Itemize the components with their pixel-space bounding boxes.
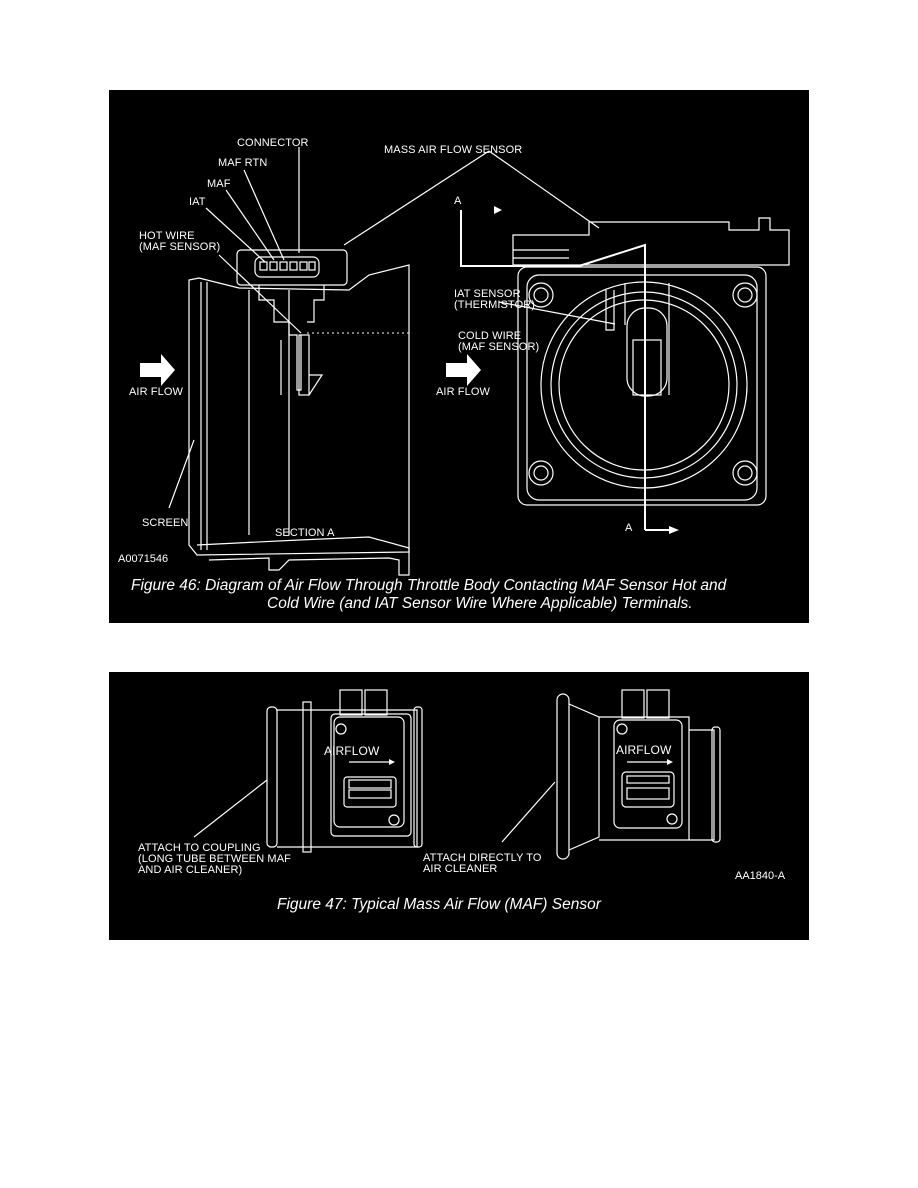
label-attach-coupling-sub1: (LONG TUBE BETWEEN MAF (138, 853, 291, 865)
label-cold-wire-sub: (MAF SENSOR) (458, 341, 540, 353)
label-iat-sensor-sub: (THERMISTOR) (454, 299, 536, 311)
figure-code: AA1840-A (735, 870, 786, 882)
label-iat-sensor: IAT SENSOR (454, 288, 521, 300)
figure-47-typical-maf-sensor (109, 672, 809, 940)
maf-section-drawing (109, 90, 809, 623)
label-maf-rtn: MAF RTN (218, 157, 268, 169)
label-attach-coupling: ATTACH TO COUPLING (138, 842, 261, 854)
label-mass-air-flow-sensor: MASS AIR FLOW SENSOR (384, 144, 523, 156)
label-attach-direct-sub: AIR CLEANER (423, 863, 498, 875)
label-section-marker-bottom: A (625, 522, 633, 534)
label-cold-wire: COLD WIRE (458, 330, 522, 342)
figure-caption-line1: Figure 46: Diagram of Air Flow Through Throttle Body Contacting MAF Sensor Hot and (131, 577, 727, 594)
figure-caption-line2: Cold Wire (and IAT Sensor Wire Where Applicable) Terminals. (267, 595, 693, 612)
label-maf: MAF (207, 178, 231, 190)
label-iat: IAT (189, 196, 206, 208)
label-airflow-left: AIRFLOW (324, 744, 380, 758)
label-air-flow-right: AIR FLOW (436, 386, 490, 398)
maf-sensor-direct-type (502, 690, 720, 859)
maf-sensor-coupling-type (194, 690, 422, 852)
label-air-flow-left: AIR FLOW (129, 386, 183, 398)
label-hot-wire: HOT WIRE (139, 230, 195, 242)
label-section-marker-top: A (454, 195, 462, 207)
label-attach-coupling-sub2: AND AIR CLEANER) (138, 864, 243, 876)
figure-caption: Figure 47: Typical Mass Air Flow (MAF) Sensor (277, 896, 601, 913)
label-attach-direct: ATTACH DIRECTLY TO (423, 852, 542, 864)
label-section-a: SECTION A (275, 527, 335, 539)
figure-code: A0071546 (118, 553, 169, 565)
label-airflow-right: AIRFLOW (616, 743, 672, 757)
figure-46-maf-airflow-diagram (109, 90, 809, 623)
label-hot-wire-sub: (MAF SENSOR) (139, 241, 221, 253)
label-screen: SCREEN (142, 517, 189, 529)
label-connector: CONNECTOR (237, 137, 309, 149)
